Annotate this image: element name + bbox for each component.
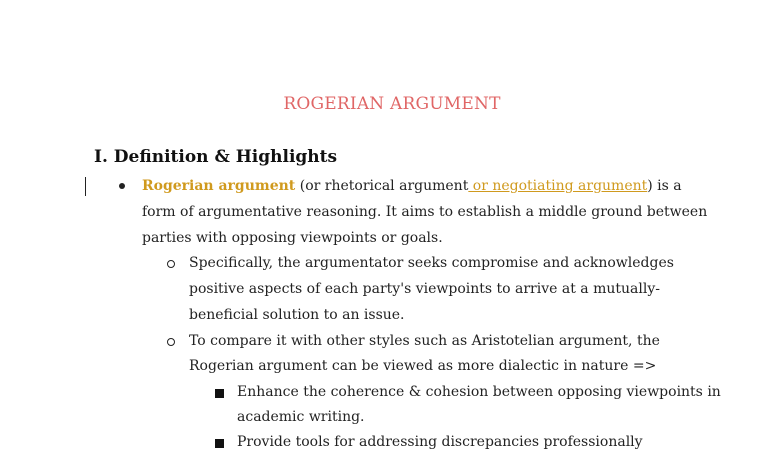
sub2-line2: Rogerian argument can be viewed as more dialectic in nature => [189,358,657,374]
document-title: ROGERIAN ARGUMENT [283,94,501,114]
rogerian-argument-term: Rogerian argument [142,178,296,194]
subsub1-line2: academic writing. [237,409,365,425]
bullet1-line2: form of argumentative reasoning. It aims to establish a middle ground between [142,204,708,220]
text-cursor [85,177,86,196]
sub-sub-bullet-square-icon [215,439,224,448]
bullet1-line3: parties with opposing viewpoints or goals. [142,230,443,246]
bullet1-post-link: ) is a [647,178,682,194]
subsub2-line1: Provide tools for addressing discrepancies professionally [237,434,643,450]
bullet1-line1 [142,177,682,195]
bullet1-pre-link: (or rhetorical argument [295,178,469,194]
sub1-line2: positive aspects of each party's viewpoints to arrive at a mutually- [189,281,660,297]
negotiating-argument-link[interactable]: or negotiating argument [468,178,648,194]
sub-sub-bullet-square-icon [215,389,224,398]
subsub1-line1: Enhance the coherence & cohesion between opposing viewpoints in [237,384,721,400]
sub1-line3: beneficial solution to an issue. [189,307,405,323]
section-heading: I. Definition & Highlights [94,147,338,167]
sub2-line1: To compare it with other styles such as Aristotelian argument, the [189,333,660,349]
bullet-dot-icon [119,183,125,189]
sub-bullet-circle-icon [167,338,175,346]
sub1-line1: Specifically, the argumentator seeks compromise and acknowledges [189,255,674,271]
sub-bullet-circle-icon [167,260,175,268]
